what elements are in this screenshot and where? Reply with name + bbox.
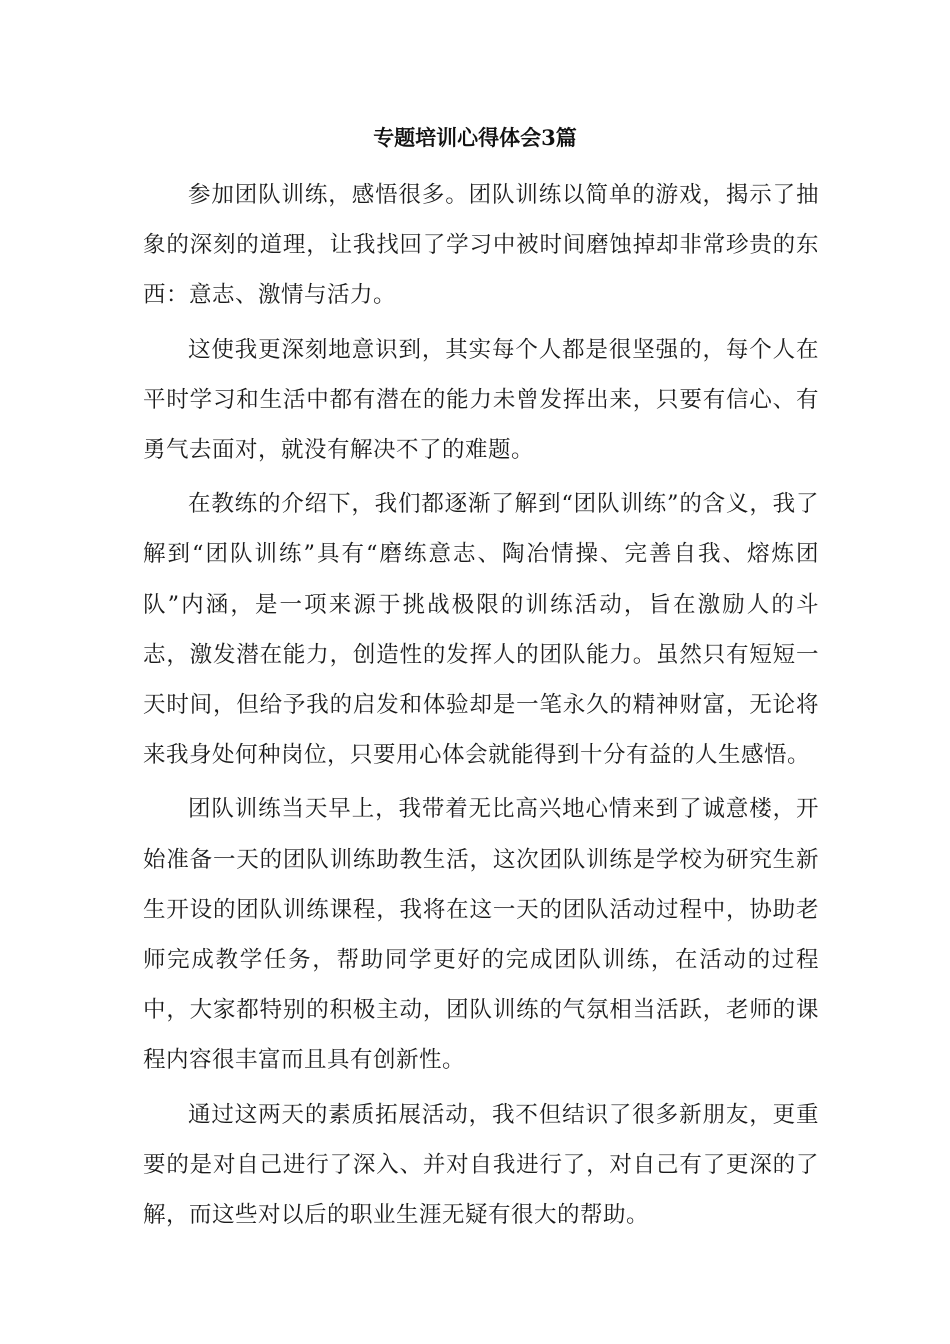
paragraph: 在教练的介绍下，我们都逐渐了解到“团队训练”的含义，我了解到“团队训练”具有“磨练意志、陶冶情操、完善自我、熔炼团队”内涵，是一项来源于挑战极限的训练活动，旨在激励人的斗志，激发潜在能力，创造性的发挥人的团队能力。虽然只有短短一天时间，但给予我的启发和体验却是一笔永久的精神财富，无论将来我身处何种岗位，只要用心体会就能得到十分有益的人生感悟。 [143,491,819,769]
paragraph: 参加团队训练，感悟很多。团队训练以简单的游戏，揭示了抽象的深刻的道理，让我找回了学习中被时间磨蚀掉却非常珍贵的东西：意志、激情与活力。 [143,182,819,309]
document-body [143,170,819,1244]
paragraph: 通过这两天的素质拓展活动，我不但结识了很多新朋友，更重要的是对自己进行了深入、并对自我进行了，对自己有了更深的了解，而这些对以后的职业生涯无疑有很大的帮助。 [143,1101,819,1229]
document-title: 专题培训心得体会3篇 [373,125,577,150]
paragraph: 团队训练当天早上，我带着无比高兴地心情来到了诚意楼，开始准备一天的团队训练助教生活，这次团队训练是学校为研究生新生开设的团队训练课程，我将在这一天的团队活动过程中，协助老师完成教学任务，帮助同学更好的完成团队训练，在活动的过程中，大家都特别的积极主动，团队训练的气氛相当活跃，老师的课程内容很丰富而且具有创新性。 [143,796,819,1074]
paragraph: 这使我更深刻地意识到，其实每个人都是很坚强的，每个人在平时学习和生活中都有潜在的能力未曾发挥出来，只要有信心、有勇气去面对，就没有解决不了的难题。 [143,336,819,464]
